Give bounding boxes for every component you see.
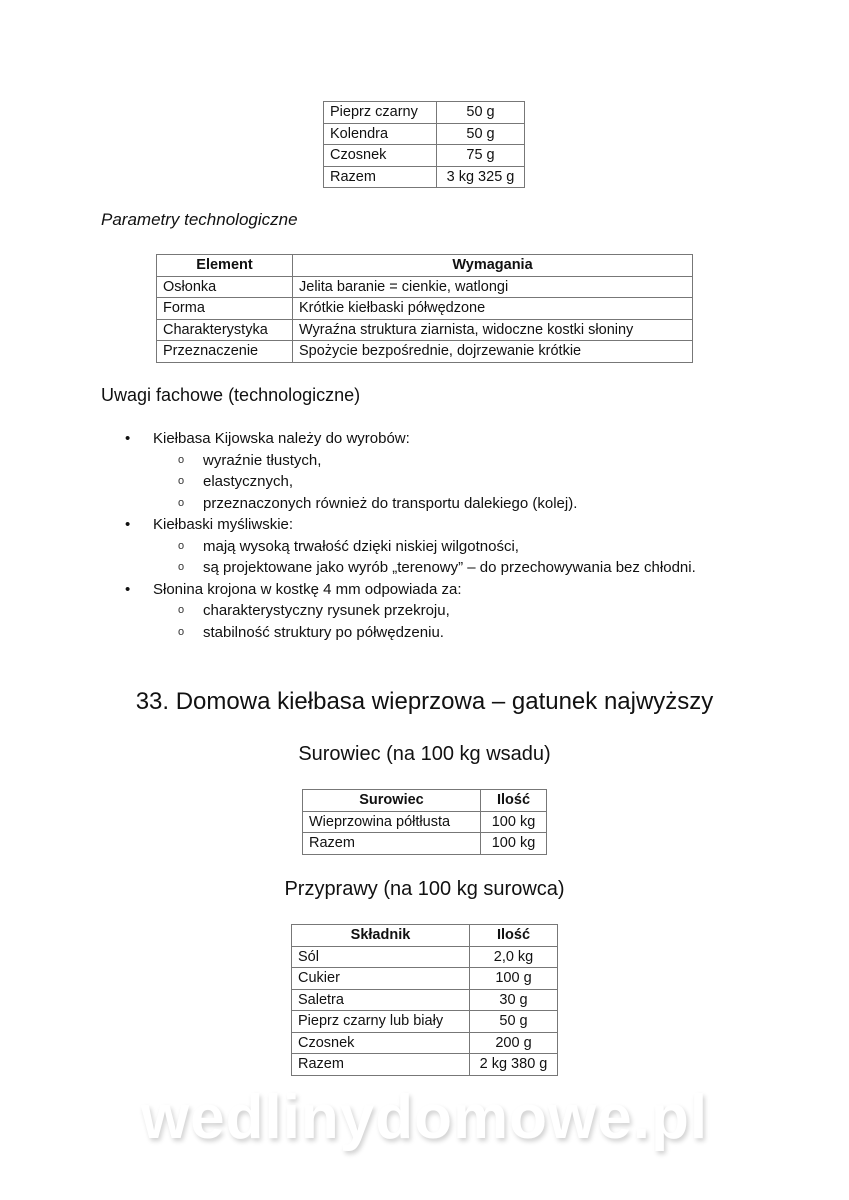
table-row [292, 946, 558, 968]
table-row [157, 319, 693, 341]
table-row [303, 811, 547, 833]
list-item [101, 514, 721, 579]
column-header: Wymagania [293, 255, 693, 277]
cell-value: Jelita baranie = cienkie, watlongi [293, 276, 693, 298]
cell-name: Przeznaczenie [157, 341, 293, 363]
cell-value: 2 kg 380 g [470, 1054, 558, 1076]
section-title: 33. Domowa kiełbasa wieprzowa – gatunek najwyższy [135, 688, 714, 715]
cell-name: Cukier [292, 968, 470, 990]
column-header: Surowiec [303, 790, 481, 812]
table-row [157, 276, 693, 298]
sub-list-item: o są projektowane jako wyrób „terenowy” – do przechowywania bez chłodni. [153, 557, 721, 579]
spices-table [291, 924, 558, 1076]
cell-name: Czosnek [324, 145, 437, 167]
list-item-text: Słonina krojona w kostkę 4 mm odpowiada za: [153, 580, 462, 598]
cell-name: Pieprz czarny [324, 102, 437, 124]
column-header: Element [157, 255, 293, 277]
column-header: Ilość [481, 790, 547, 812]
list-item [101, 428, 721, 514]
spices-heading: Przyprawy (na 100 kg surowca) [284, 878, 565, 900]
sub-list-item: o charakterystyczny rysunek przekroju, [153, 600, 721, 622]
raw-material-table [302, 789, 547, 855]
cell-name: Pieprz czarny lub biały [292, 1011, 470, 1033]
cell-value: 100 kg [481, 811, 547, 833]
tech-params-heading: Parametry technologiczne [101, 210, 298, 229]
cell-value: 100 kg [481, 833, 547, 855]
sub-list-item: o wyraźnie tłustych, [153, 450, 721, 472]
notes-list [101, 428, 721, 643]
cell-value: Spożycie bezpośrednie, dojrzewanie krótkie [293, 341, 693, 363]
sub-list-item: o przeznaczonych również do transportu dalekiego (kolej). [153, 493, 721, 515]
watermark: wedlinydomowe.pl [140, 1083, 709, 1152]
table-row [292, 1011, 558, 1033]
tech-params-table [156, 254, 693, 363]
table-row [157, 298, 693, 320]
cell-value: 2,0 kg [470, 946, 558, 968]
table-row [303, 833, 547, 855]
raw-heading: Surowiec (na 100 kg wsadu) [298, 743, 551, 765]
sub-list-item: o stabilność struktury po półwędzeniu. [153, 622, 721, 644]
column-header: Ilość [470, 925, 558, 947]
sub-list-item: o elastycznych, [153, 471, 721, 493]
cell-name: Czosnek [292, 1032, 470, 1054]
cell-name: Forma [157, 298, 293, 320]
cell-name: Saletra [292, 989, 470, 1011]
table-row [292, 989, 558, 1011]
cell-name: Razem [324, 166, 437, 188]
cell-value: 75 g [437, 145, 525, 167]
list-item-text: Kiełbaski myśliwskie: [153, 516, 294, 533]
table-row [292, 1032, 558, 1054]
cell-name: Charakterystyka [157, 319, 293, 341]
cell-name: Kolendra [324, 123, 437, 145]
list-item-text: Kiełbasa Kijowska należy do wyrobów: [153, 430, 410, 447]
list-item [101, 579, 721, 644]
cell-value: 3 kg 325 g [437, 166, 525, 188]
cell-value: 30 g [470, 989, 558, 1011]
table-row [324, 145, 525, 167]
table-row [324, 123, 525, 145]
table-row [292, 1054, 558, 1076]
cell-value: 100 g [470, 968, 558, 990]
sub-list-item: o mają wysoką trwałość dzięki niskiej wilgotności, [153, 536, 721, 558]
cell-name: Osłonka [157, 276, 293, 298]
cell-name: Razem [303, 833, 481, 855]
column-header: Składnik [292, 925, 470, 947]
cell-value: Wyraźna struktura ziarnista, widoczne kostki słoniny [293, 319, 693, 341]
cell-value: 50 g [470, 1011, 558, 1033]
spice-table-top [323, 101, 525, 188]
cell-name: Sól [292, 946, 470, 968]
table-row [324, 102, 525, 124]
cell-name: Razem [292, 1054, 470, 1076]
cell-value: Krótkie kiełbaski półwędzone [293, 298, 693, 320]
cell-value: 200 g [470, 1032, 558, 1054]
cell-name: Wieprzowina półtłusta [303, 811, 481, 833]
table-row [157, 341, 693, 363]
table-row [292, 968, 558, 990]
notes-heading: Uwagi fachowe (technologiczne) [101, 385, 361, 405]
cell-value: 50 g [437, 123, 525, 145]
table-row [324, 166, 525, 188]
cell-value: 50 g [437, 102, 525, 124]
